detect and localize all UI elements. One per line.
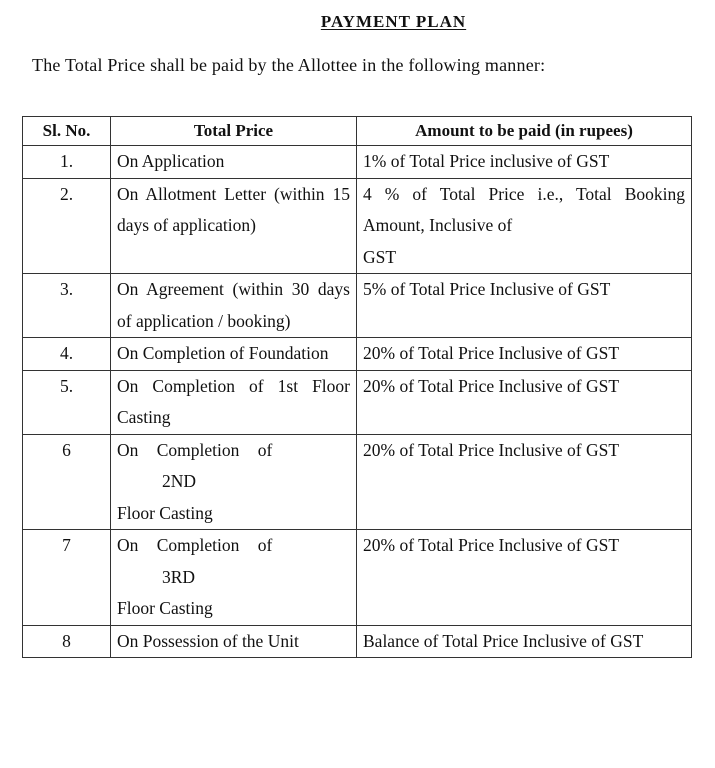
- row-amount: 20% of Total Price Inclusive of GST: [357, 434, 692, 530]
- row-amount: 20% of Total Price Inclusive of GST: [357, 370, 692, 434]
- row-stage: [111, 434, 357, 530]
- row-stage-line: On Completion of: [117, 535, 273, 555]
- row-stage: On Agreement (within 30 days of application / booking): [111, 274, 357, 338]
- table-row: [23, 274, 692, 338]
- row-stage-line: 2ND: [162, 471, 197, 491]
- table-row: [23, 530, 692, 626]
- row-sl-no: 3.: [23, 274, 111, 338]
- row-sl-no: 2.: [23, 178, 111, 274]
- row-stage-line: Floor Casting: [117, 502, 213, 523]
- document-title: PAYMENT PLAN: [320, 12, 467, 31]
- row-amount: [357, 178, 692, 274]
- row-amount: 20% of Total Price Inclusive of GST: [357, 530, 692, 626]
- row-sl-no: 4.: [23, 338, 111, 371]
- row-sl-no: 8: [23, 625, 111, 658]
- header-total-price: Total Price: [111, 117, 357, 146]
- row-stage-line: Floor Casting: [117, 598, 213, 618]
- row-stage: [111, 530, 357, 626]
- header-amount: Amount to be paid (in rupees): [357, 117, 692, 146]
- row-stage-line: 3RD: [162, 566, 196, 587]
- table-row: [23, 338, 692, 371]
- row-sl-no: 7: [23, 530, 111, 626]
- row-sl-no: 1.: [23, 146, 111, 179]
- header-sl-no: Sl. No.: [23, 117, 111, 146]
- row-stage-line: On Completion of: [117, 439, 273, 460]
- row-amount: Balance of Total Price Inclusive of GST: [357, 625, 692, 658]
- table-header-row: [23, 117, 692, 146]
- row-amount: 1% of Total Price inclusive of GST: [357, 146, 692, 179]
- row-amount: 5% of Total Price Inclusive of GST: [357, 274, 692, 338]
- row-sl-no: 5.: [23, 370, 111, 434]
- table-row: [23, 625, 692, 658]
- row-sl-no: 6: [23, 434, 111, 530]
- row-amount: 20% of Total Price Inclusive of GST: [357, 338, 692, 371]
- row-stage: On Completion of Foundation: [111, 338, 357, 371]
- intro-text: The Total Price shall be paid by the Allottee in the following manner:: [32, 55, 546, 75]
- row-stage: On Completion of 1st Floor Casting: [111, 370, 357, 434]
- row-stage: On Allotment Letter (within 15 days of application): [111, 178, 357, 274]
- row-amount-line: GST: [363, 246, 397, 267]
- table-row: [23, 370, 692, 434]
- payment-plan-table: [22, 116, 692, 658]
- table-row: [23, 146, 692, 179]
- row-stage: On Application: [111, 146, 357, 179]
- table-row: [23, 434, 692, 530]
- table-row: [23, 178, 692, 274]
- row-stage: On Possession of the Unit: [111, 625, 357, 658]
- row-amount-line: 4 % of Total Price i.e., Total Booking Amount, Inclusive of: [363, 183, 685, 235]
